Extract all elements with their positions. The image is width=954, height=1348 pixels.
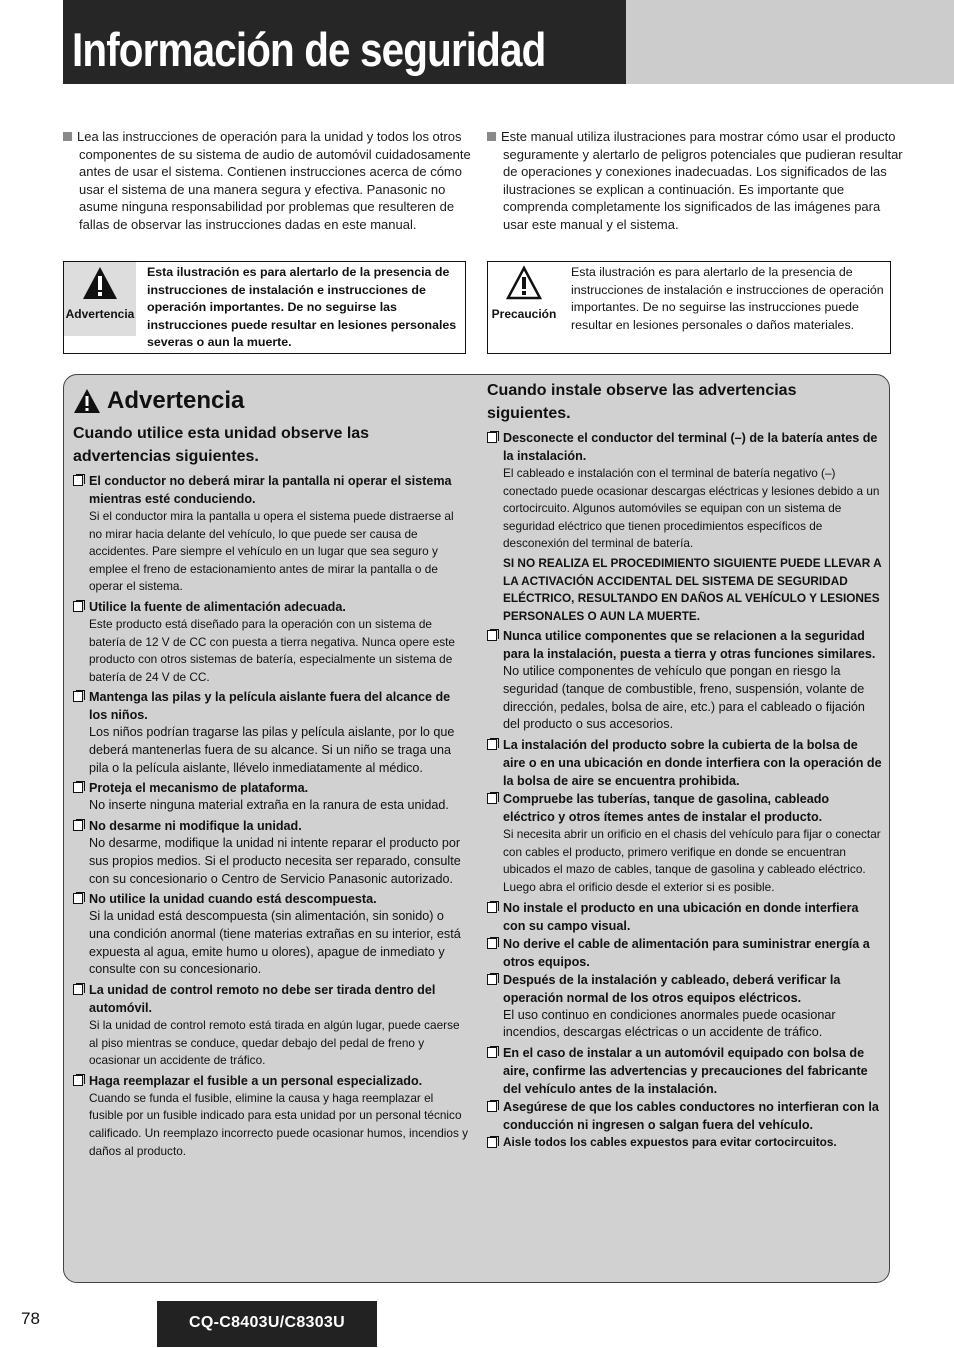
checkbox-bullet-icon (487, 938, 497, 949)
left-item-head (73, 472, 468, 508)
panel-heading-text: Advertencia (107, 387, 245, 415)
checkbox-bullet-icon (73, 984, 83, 995)
page-title: Información de seguridad (72, 23, 546, 76)
right-item-head (487, 1098, 882, 1134)
left-item-body: Si la unidad está descompuesta (sin alimentación, sin sonido) o una condición anormal (tiene materias extrañas en su interior, está expuesta al agua, emite humo u olores), apague de inmediato y consulte con su concesionario. (89, 909, 461, 977)
checkbox-bullet-icon (487, 1101, 497, 1112)
right-item-head (487, 790, 882, 826)
item-head-text: No utilice la unidad cuando está descompuesta. (89, 892, 377, 907)
left-item-body: No desarme, modifique la unidad ni intente reparar el producto por sus propios medios. Si el producto necesita ser reparado, consulte con su concesionario o Centro de Servicio Panasonic autorizado. (89, 836, 461, 886)
item-head-text: La unidad de control remoto no debe ser tirada dentro del automóvil. (89, 983, 436, 1016)
checkbox-bullet-icon (487, 974, 497, 985)
checkbox-bullet-icon (73, 893, 83, 904)
checkbox-bullet-icon (73, 782, 83, 793)
warning-triangle-icon (73, 388, 101, 414)
intro-left-text: Lea las instrucciones de operación para la unidad y todos los otros componentes de su sistema de audio de automóvil cuidadosamente antes de usar el sistema. Contienen instrucciones acerca de cómo usar el sistema de una manera segura y efectiva. Panasonic no asume ninguna responsabilidad por problemas que resulteren de fallas de observar las instrucciones dadas en este manual. (77, 129, 471, 232)
warning-notice-box (63, 261, 466, 354)
warning-triangle-icon (81, 265, 119, 301)
item-head-text: Después de la instalación y cableado, deberá verificar la operación normal de los otros equipos eléctricos. (503, 972, 841, 1005)
left-item-head (73, 1072, 468, 1090)
left-item-head (73, 688, 468, 724)
left-item-body: Si el conductor mira la pantalla u opera el sistema puede distraerse al no mirar hacia delante del vehículo, lo que puede ser causa de accidentes. Pare siempre el vehículo en un lugar que sea seguro y emplee el freno de estacionamiento antes de mirar la pantalla o de operar el sistema. (89, 509, 454, 594)
item-head-text: La instalación del producto sobre la cubierta de la bolsa de aire o en una ubicación en donde interfiera con la operación de la bolsa de aire se encuentra prohibida. (503, 738, 882, 789)
item-head-text: No derive el cable de alimentación para suministrar energía a otros equipos. (503, 936, 870, 969)
right-item-body: El cableado e instalación con el terminal de batería negativo (–) conectado puede ocasionar descargas eléctricas y lesiones debido a un cortocircuito. Algunos automóviles se equipan con un sistema de seguridad eléctrico que tienen procedimientos específicos de desconexión del terminal de batería. (503, 466, 880, 551)
checkbox-bullet-icon (487, 1137, 497, 1148)
left-item-head (73, 817, 468, 835)
item-head-text: Utilice la fuente de alimentación adecuada. (89, 599, 346, 614)
left-item-body: Cuando se funda el fusible, elimine la causa y haga reemplazar el fusible por un fusible indicado para esta unidad por un personal técnico calificado. Un reemplazo incorrecto puede ocasionar humos, incendios y daños al producto. (89, 1090, 469, 1158)
left-subheading: Cuando utilice esta unidad observe las advertencias siguientes. (73, 425, 370, 465)
warning-icon-cell (64, 262, 136, 336)
checkbox-bullet-icon (73, 820, 83, 831)
intro-left (63, 128, 471, 234)
caution-triangle-icon (505, 265, 543, 301)
item-head-text: Asegúrese de que los cables conductores no interfieran con la conducción ni ingresen o salgan fuera del vehículo. (503, 1099, 879, 1132)
model-number-badge: CQ-C8403U/C8303U (157, 1301, 377, 1347)
right-item-body: Si necesita abrir un orificio en el chasis del vehículo para fijar o conectar con cables el producto, primero verifique en donde se encuentran ubicados el mazo de cables, tanque de gasolina y cableado eléctrico. Luego abra el orificio desde el exterior si es posible. (503, 827, 881, 894)
right-item-head (487, 899, 882, 935)
left-item-head (73, 890, 468, 908)
right-item-head (487, 736, 882, 790)
item-head-text: Aisle todos los cables expuestos para evitar cortocircuitos. (503, 1134, 837, 1149)
checkbox-bullet-icon (487, 432, 497, 443)
panel-left-column (73, 388, 468, 1162)
caution-notice-box (487, 261, 891, 354)
panel-heading (73, 388, 468, 414)
left-item-body: No inserte ninguna material extraña en la ranura de esta unidad. (89, 798, 449, 813)
item-head-text: No instale el producto en una ubicación en donde interfiera con su campo visual. (503, 900, 859, 933)
right-item-head (487, 1044, 882, 1098)
bullet-square-icon (63, 132, 72, 141)
item-head-text: Mantenga las pilas y la película aislante fuera del alcance de los niños. (89, 690, 451, 723)
intro-right (487, 128, 903, 234)
right-item-head (487, 429, 882, 465)
panel-right-column (487, 379, 882, 1152)
title-bar-extension (626, 0, 954, 84)
item-head-text: En el caso de instalar a un automóvil equipado con bolsa de aire, confirme las advertencias y precauciones del fabricante del vehículo antes de la instalación. (503, 1045, 868, 1096)
checkbox-bullet-icon (487, 902, 497, 913)
right-item-head (487, 935, 882, 971)
left-item-body: Si la unidad de control remoto está tirada en algún lugar, puede caerse al piso mientras se conduce, quedar debajo del pedal de freno y ocasionar un accidente de tráfico. (89, 1018, 460, 1068)
caution-notice-text: Esta ilustración es para alertarlo de la presencia de instrucciones de instalación e instrucciones de operación importantes. De no seguirse las instrucciones puede resultar en lesiones personales o daños materiales. (571, 265, 884, 332)
item-head-text: Proteja el mecanismo de plataforma. (89, 781, 309, 796)
item-head-text: Compruebe las tuberías, tanque de gasolina, cableado eléctrico y otros ítemes antes de instalar el producto. (503, 792, 830, 825)
right-item-head (487, 971, 882, 1007)
left-item-body: Los niños podrían tragarse las pilas y película aislante, por lo que deberá mantenerlas fuera de su alcance. Si un niño se traga una pila o la película aislante, llévelo inmediatamente al médico. (89, 725, 455, 775)
checkbox-bullet-icon (73, 1075, 83, 1086)
right-item-body: El uso continuo en condiciones anormales puede ocasionar incendios, descargas eléctricas o un accidente de tráfico. (503, 1007, 836, 1040)
caution-label: Precaución (491, 307, 557, 321)
left-item-head (73, 779, 468, 797)
item-head-text: Nunca utilice componentes que se relacionen a la seguridad para la instalación, puesta a tierra y otras funciones similares. (503, 629, 876, 662)
right-item-head (487, 1134, 882, 1152)
checkbox-bullet-icon (487, 793, 497, 804)
checkbox-bullet-icon (487, 739, 497, 750)
item-head-text: Haga reemplazar el fusible a un personal especializado. (89, 1073, 423, 1088)
checkbox-bullet-icon (73, 475, 83, 486)
page-number: 78 (21, 1309, 40, 1328)
right-item-caps-warning: SI NO REALIZA EL PROCEDIMIENTO SIGUIENTE PUEDE LLEVAR A LA ACTIVACIÓN ACCIDENTAL DEL SISTEMA DE SEGURIDAD ELÉCTRICO, RESULTANDO EN DAÑOS AL VEHÍCULO Y LESIONES PERSONALES O AUN LA MUERTE. (503, 555, 882, 623)
right-item-body: No utilice componentes de vehículo que pongan en riesgo la seguridad (tanque de combustible, freno, suspensión, volante de dirección, pedales, bolsa de aire, etc.) para el cableado o fijación del producto o sus accesorios. (503, 664, 865, 732)
left-item-body: Este producto está diseñado para la operación con un sistema de batería de 12 V de CC con puesta a tierra negativa. Nunca opere este producto con otros sistemas de batería, especialmente un sistema de batería de 24 V de CC. (89, 616, 455, 684)
checkbox-bullet-icon (73, 601, 83, 612)
checkbox-bullet-icon (487, 630, 497, 641)
item-head-text: El conductor no deberá mirar la pantalla ni operar el sistema mientras esté conduciendo. (89, 474, 452, 506)
item-head-text: No desarme ni modifique la unidad. (89, 819, 302, 834)
intro-right-text: Este manual utiliza ilustraciones para mostrar cómo usar el producto seguramente y alertarlo de peligros potenciales que pudieran resultar de operaciones y conexiones inadecuadas. Los significados de las ilustraciones se explican a continuación. Es importante que comprenda completamente los significados de las imágenes para usar este manual y el sistema. (501, 129, 903, 232)
warning-label: Advertencia (65, 307, 135, 321)
left-item-head (73, 981, 468, 1017)
warning-notice-text: Esta ilustración es para alertarlo de la presencia de instrucciones de instalación e instrucciones de operación importantes. De no seguirse las instrucciones puede resultar en lesiones personales severas o aun la muerte. (147, 265, 457, 350)
item-head-text: Desconecte el conductor del terminal (–) de la batería antes de la instalación. (503, 431, 878, 463)
bullet-square-icon (487, 132, 496, 141)
right-item-head (487, 627, 882, 663)
right-subheading: Cuando instale observe las advertencias siguientes. (487, 382, 797, 422)
left-item-head (73, 598, 468, 616)
caution-icon-cell (488, 262, 560, 336)
checkbox-bullet-icon (73, 691, 83, 702)
checkbox-bullet-icon (487, 1047, 497, 1058)
